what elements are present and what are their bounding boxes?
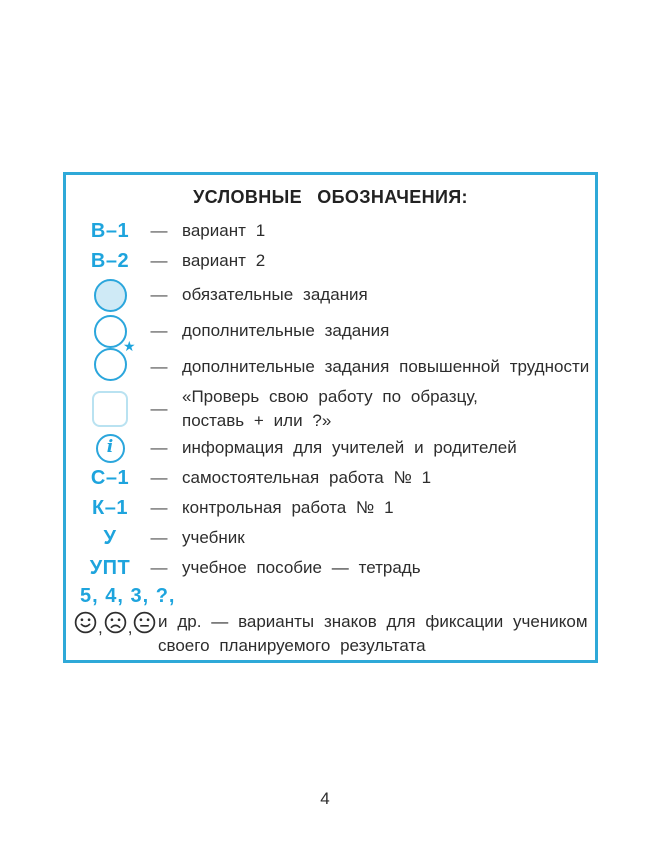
dash-separator: — bbox=[150, 251, 168, 270]
legend-text-line-1: «Проверь свою работу по образцу, bbox=[182, 387, 478, 406]
dash-separator: — bbox=[150, 468, 168, 487]
marks-symbols: 5, 4, 3, ?, bbox=[80, 585, 176, 607]
legend-row-check-your-work bbox=[66, 385, 595, 433]
legend-row-variant-2 bbox=[66, 247, 595, 275]
independent-work-symbol: С–1 bbox=[90, 466, 130, 489]
control-work-symbol: К–1 bbox=[92, 496, 128, 519]
textbook-symbol: У bbox=[103, 526, 117, 549]
page-number: 4 bbox=[320, 789, 330, 808]
legend-row-result-marks bbox=[66, 609, 595, 659]
dash-separator: — bbox=[150, 221, 168, 240]
face-separator: , bbox=[98, 618, 103, 637]
dash-separator: — bbox=[150, 321, 168, 340]
happy-face-icon bbox=[74, 611, 97, 634]
legend-row-info bbox=[66, 433, 595, 463]
faces-group bbox=[74, 609, 158, 635]
variant-2-symbol: В–2 bbox=[90, 249, 130, 272]
legend-row-workbook bbox=[66, 553, 595, 583]
workbook-symbol: УПТ bbox=[89, 556, 131, 579]
dash-separator: — bbox=[150, 528, 168, 547]
legend-text-line-2: поставь + или ?» bbox=[182, 411, 332, 430]
marks-description-line-2: своего планируемого результата bbox=[158, 636, 426, 655]
marks-description bbox=[158, 609, 588, 658]
legend-text: дополнительные задания bbox=[182, 321, 390, 340]
star-icon: ★ bbox=[122, 338, 136, 354]
legend-row-control-work bbox=[66, 493, 595, 523]
dash-separator: — bbox=[150, 558, 168, 577]
marks-description-line-1: и др. — варианты знаков для фиксации учеником bbox=[158, 612, 588, 631]
legend-text bbox=[182, 385, 478, 433]
legend-row-advanced-tasks bbox=[66, 338, 595, 385]
legend-title: УСЛОВНЫЕ ОБОЗНАЧЕНИЯ: bbox=[193, 187, 468, 207]
sad-face-icon bbox=[104, 611, 127, 634]
legend-text: самостоятельная работа № 1 bbox=[182, 468, 432, 487]
legend-row-textbook bbox=[66, 523, 595, 553]
star-circle-icon bbox=[94, 338, 136, 386]
legend-text: контрольная работа № 1 bbox=[182, 498, 394, 517]
dash-separator: — bbox=[150, 498, 168, 517]
info-icon: i bbox=[96, 434, 125, 463]
legend-text: вариант 1 bbox=[182, 221, 266, 240]
legend-row-mandatory-tasks bbox=[66, 277, 595, 313]
legend-text: обязательные задания bbox=[182, 285, 368, 304]
filled-circle-icon bbox=[94, 279, 127, 312]
dash-separator: — bbox=[150, 285, 168, 304]
legend-text: учебное пособие — тетрадь bbox=[182, 558, 421, 577]
face-separator: , bbox=[127, 618, 133, 637]
legend-text: учебник bbox=[182, 528, 245, 547]
dash-separator: — bbox=[150, 357, 168, 376]
legend-text: дополнительные задания повышенной трудности bbox=[182, 357, 590, 376]
legend-row-independent-work bbox=[66, 463, 595, 493]
square-checkbox-icon bbox=[92, 391, 128, 427]
dash-separator: — bbox=[150, 438, 168, 457]
legend-text: вариант 2 bbox=[182, 251, 266, 270]
legend-row-variant-1 bbox=[66, 217, 595, 245]
legend-box bbox=[63, 172, 598, 663]
dash-separator: — bbox=[150, 399, 168, 418]
empty-circle-icon bbox=[94, 348, 127, 381]
variant-1-symbol: В–1 bbox=[90, 219, 130, 242]
empty-circle-icon bbox=[94, 315, 127, 348]
legend-row-additional-tasks bbox=[66, 313, 595, 349]
neutral-face-icon bbox=[133, 611, 156, 634]
legend-text: информация для учителей и родителей bbox=[182, 438, 517, 457]
